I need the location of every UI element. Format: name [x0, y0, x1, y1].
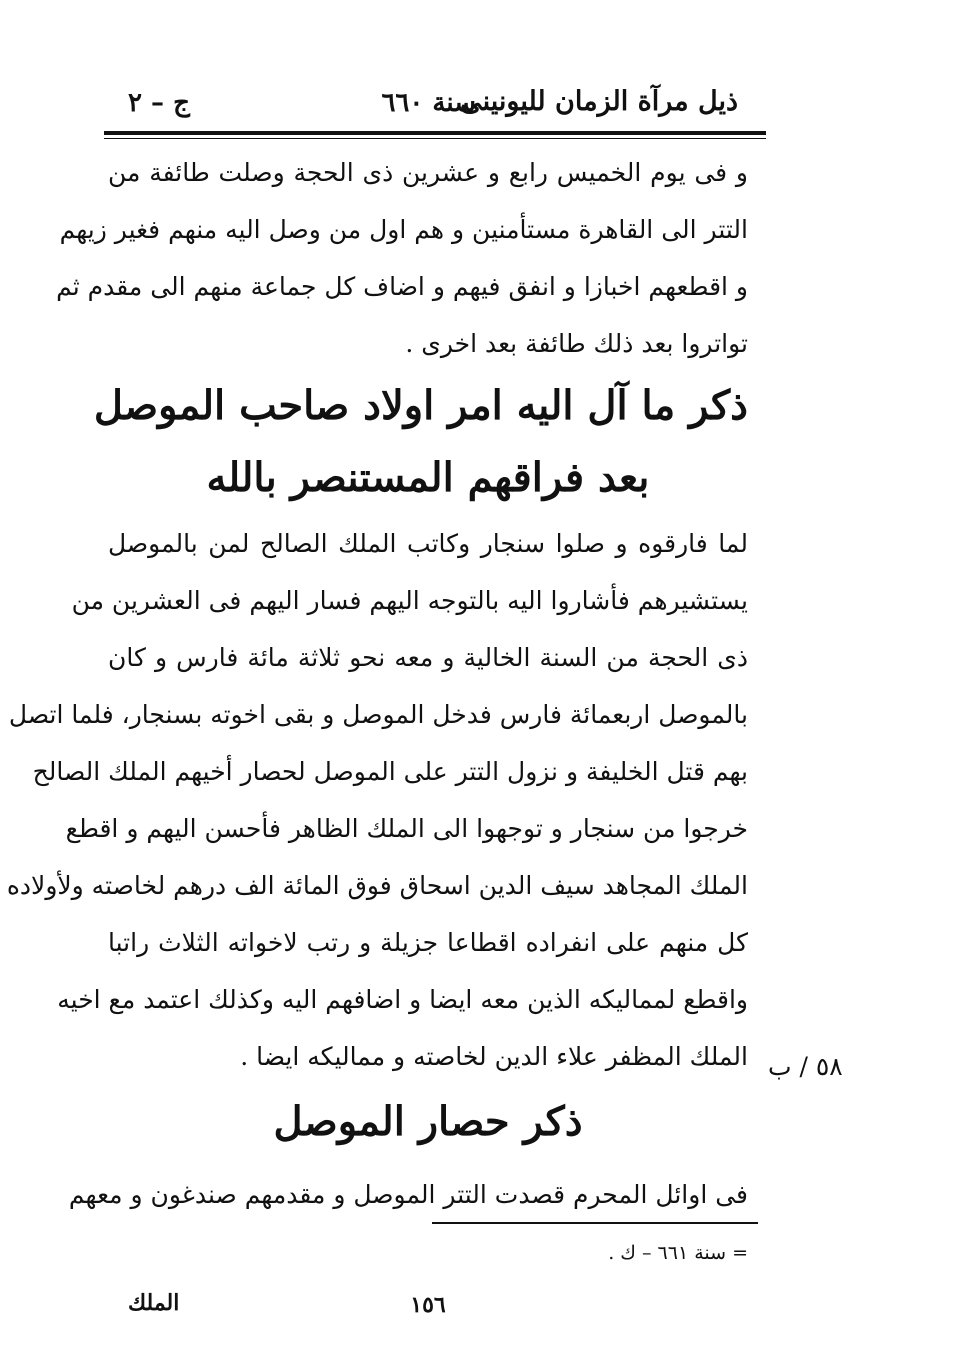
text-line: كل منهم على انفراده اقطاعا جزيلة و رتب لاخواته الثلاث راتبا [108, 928, 748, 957]
text-line: الملك المظفر علاء الدين لخاصته و مماليكه ايضا . [240, 1042, 748, 1071]
header-rule-thin [104, 138, 766, 139]
text-line: يستشيرهم فأشاروا اليه بالتوجه اليهم فسار اليهم فى العشرين من [71, 586, 748, 615]
text-line: تواتروا بعد ذلك طائفة بعد اخرى . [405, 329, 748, 358]
running-header [108, 82, 758, 128]
footnote: = سنة ٦٦١ – ك . [608, 1242, 748, 1264]
header-year: سنة ٦٦٠ [381, 88, 476, 118]
page-number: ١٥٦ [410, 1292, 446, 1318]
text-line: التتر الى القاهرة مستأمنين و هم اول من وصل اليه منهم فغير زيهم [59, 215, 748, 244]
header-volume: ج – ٢ [128, 88, 190, 118]
catchword: الملك [128, 1290, 180, 1316]
paragraph-1 [56, 144, 748, 372]
margin-folio-note: ٥٨ / ب [768, 1052, 843, 1081]
section-heading-2: ذكر حصار الموصل [273, 1098, 583, 1145]
footnote-rule [432, 1222, 758, 1224]
paragraph-3 [68, 1166, 748, 1223]
text-line: بالموصل اربعمائة فارس فدخل الموصل و بقى اخوته بسنجار، فلما اتصل [8, 700, 748, 729]
text-line: واقطع لمماليكه الذين معه ايضا و اضافهم اليه وكذلك اعتمد مع اخيه [57, 985, 748, 1014]
text-line: خرجوا من سنجار و توجهوا الى الملك الظاهر فأحسن اليهم و اقطع [65, 814, 748, 843]
text-line: و اقطعهم اخبازا و انفق فيهم و اضاف كل جماعة منهم الى مقدم ثم [56, 272, 748, 301]
text-line: الملك المجاهد سيف الدين اسحاق فوق المائة الف درهم لخاصته ولأولاده [6, 871, 748, 900]
header-title: ذيل مرآة الزمان لليونينى [460, 86, 738, 117]
text-line: فى اوائل المحرم قصدت التتر الموصل و مقدمهم صندغون و معهم [68, 1180, 748, 1209]
section-heading-1-line-1: ذكر ما آل اليه امر اولاد صاحب الموصل [93, 382, 748, 429]
text-line: بهم قتل الخليفة و نزول التتر على الموصل لحصار أخيهم الملك الصالح [32, 757, 748, 786]
section-heading-1-line-2: بعد فراقهم المستنصر بالله [206, 454, 650, 501]
text-line: لما فارقوه و صلوا سنجار وكاتب الملك الصالح لمن بالموصل [108, 529, 748, 558]
text-line: ذى الحجة من السنة الخالية و معه نحو ثلاثة مائة فارس و كان [108, 643, 748, 672]
text-line: و فى يوم الخميس رابع و عشرين ذى الحجة وصلت طائفة من [108, 158, 748, 187]
header-rule-thick [104, 131, 766, 135]
paragraph-2 [6, 515, 748, 1085]
